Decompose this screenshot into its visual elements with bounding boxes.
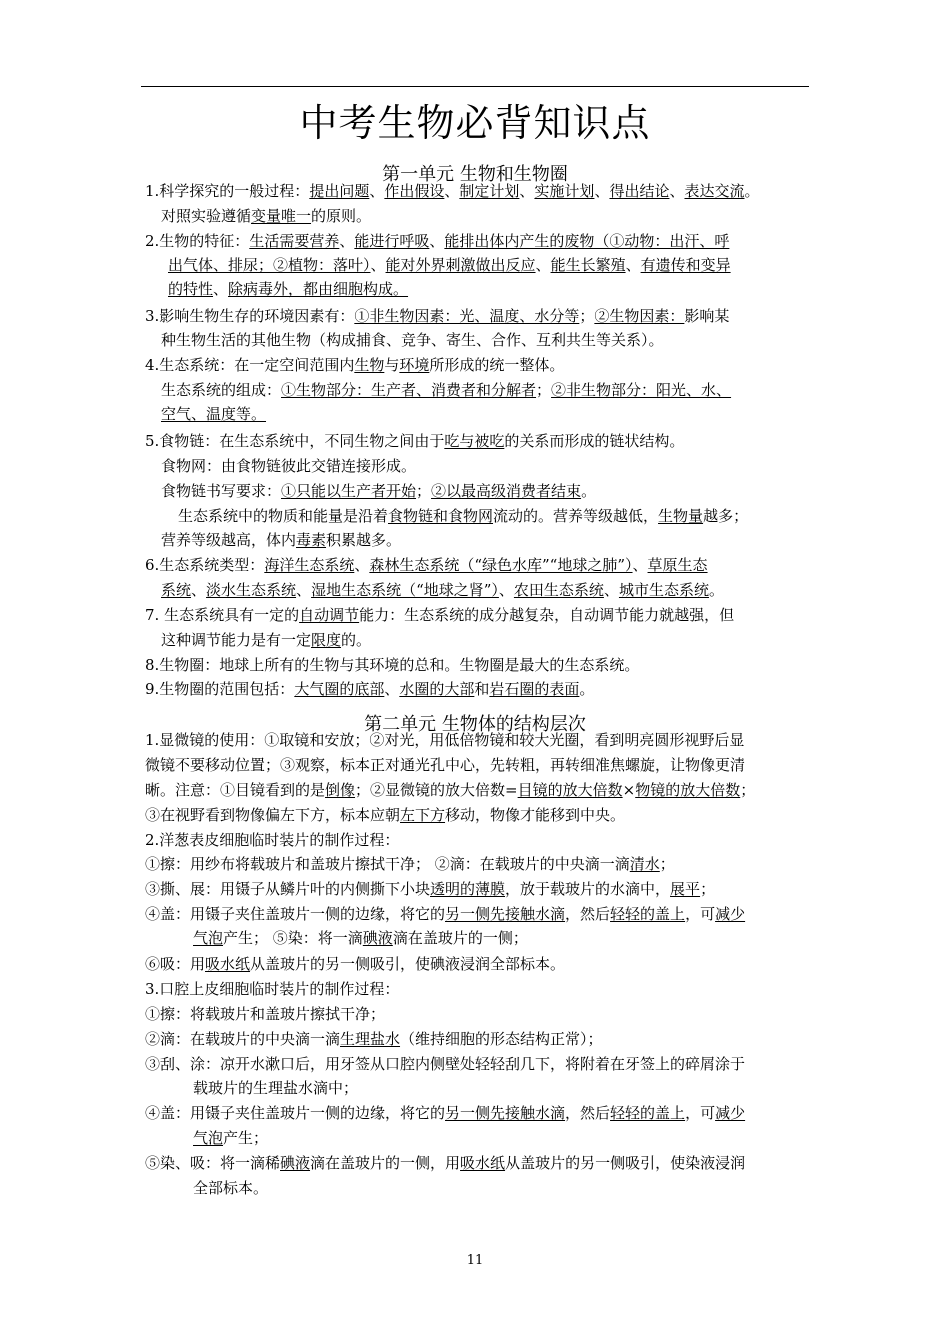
text-line <box>145 677 594 701</box>
text-segment: 对照实验遵循 <box>161 207 252 225</box>
underlined-term: 减少 <box>715 1104 746 1122</box>
underlined-term: 变量唯一 <box>251 207 312 225</box>
underlined-term: 提出问题 <box>309 182 370 200</box>
underlined-term: 作出假设 <box>384 182 445 200</box>
text-segment: 。 <box>744 182 760 200</box>
text-segment: 种生物生活的其他生物（构成捕食、竞争、寄生、合作、互利共生等关系）。 <box>161 331 664 349</box>
underlined-term: 有遗传和变异 <box>640 256 731 274</box>
text-segment: 、 <box>339 232 355 250</box>
underlined-term: 除病毒外，都由细胞构成。 <box>228 280 409 298</box>
text-segment: 、 <box>519 182 535 200</box>
text-line <box>161 454 416 478</box>
underlined-term: 出气体、排尿；②植物：落叶） <box>168 256 371 274</box>
text-segment: 2.洋葱表皮细胞临时装片的制作过程： <box>145 831 400 849</box>
text-segment: 的关系而形成的链状结构。 <box>504 432 685 450</box>
underlined-term: ①只能以生产者开始 <box>281 482 417 500</box>
underlined-term: 减少 <box>715 905 746 923</box>
text-segment: ； <box>579 307 595 325</box>
text-line <box>161 378 731 402</box>
text-segment: 和 <box>474 680 490 698</box>
text-segment: 3.口腔上皮细胞临时装片的制作过程： <box>145 980 400 998</box>
underlined-term: 草原生态 <box>647 556 708 574</box>
text-segment: ； <box>700 880 716 898</box>
text-segment: 、 <box>603 581 619 599</box>
text-line <box>145 952 565 976</box>
text-segment: 移动，物像才能移到中央。 <box>445 806 626 824</box>
text-segment: 、 <box>296 581 312 599</box>
underlined-term: 淡水生态系统 <box>206 581 297 599</box>
text-segment: 与 <box>384 356 400 374</box>
text-segment: 6.生态系统类型： <box>145 556 265 574</box>
unit-1-heading: 第一单元 生物和生物圈 <box>382 164 568 185</box>
underlined-term: 城市生态系统 <box>618 581 709 599</box>
text-segment: 、 <box>632 556 648 574</box>
text-segment: ； <box>740 781 756 799</box>
text-line <box>145 828 399 852</box>
text-segment: 、 <box>535 256 551 274</box>
text-segment: 、 <box>213 280 229 298</box>
text-segment: 积累越多。 <box>326 531 402 549</box>
underlined-term: 气泡 <box>193 929 224 947</box>
underlined-term: 物镜的放大倍数 <box>635 781 741 799</box>
underlined-term: 农田生态系统 <box>513 581 604 599</box>
underlined-term: 能进行呼吸 <box>354 232 430 250</box>
text-line <box>161 528 401 552</box>
underlined-term: 透明的薄膜 <box>430 880 506 898</box>
text-line <box>145 304 729 328</box>
underlined-term: 生物量 <box>658 507 704 525</box>
text-line <box>145 353 564 377</box>
text-segment: 所形成的统一整体。 <box>429 356 565 374</box>
text-segment: 微镜不要移动位置；③观察，标本正对通光孔中心，先转粗，再转细准焦螺旋，让物像更清 <box>145 756 746 774</box>
text-segment: ①擦：用纱布将载玻片和盖玻片擦拭干净； ②滴：在载玻片的中央滴一滴 <box>145 855 630 873</box>
text-line <box>145 1002 385 1026</box>
text-segment: 。 <box>581 482 597 500</box>
text-segment: ③刮、涂：凉开水漱口后，用牙签从口腔内侧壁处轻轻刮几下，将附着在牙签上的碎屑涂于 <box>145 1055 746 1073</box>
text-segment: 、 <box>369 182 385 200</box>
underlined-term: 目镜的放大倍数 <box>517 781 623 799</box>
underlined-term: ②非生物部分：阳光、水、 <box>551 381 732 399</box>
text-line <box>145 852 675 876</box>
text-segment: 流动的。营养等级越低， <box>493 507 659 525</box>
underlined-term: 制定计划 <box>459 182 520 200</box>
text-segment: 营养等级越高，体内 <box>161 531 297 549</box>
text-segment: 、 <box>625 256 641 274</box>
text-segment: 、 <box>354 556 370 574</box>
underlined-term: 森林生态系统（“绿色水库”“地球之肺”） <box>369 556 633 574</box>
text-segment: 8.生物圈：地球上所有的生物与其环境的总和。生物圈是最大的生态系统。 <box>145 656 640 674</box>
underlined-term: 倒像 <box>325 781 356 799</box>
underlined-term: 吃与被吃 <box>444 432 505 450</box>
text-segment: 5.食物链：在生态系统中，不同生物之间由于 <box>145 432 445 450</box>
text-segment: 、 <box>370 256 386 274</box>
text-segment: 、 <box>498 581 514 599</box>
text-segment: ④盖：用镊子夹住盖玻片一侧的边缘，将它的 <box>145 1104 446 1122</box>
underlined-term: 系统 <box>161 581 192 599</box>
text-segment: 生态系统中的物质和能量是沿着 <box>178 507 389 525</box>
underlined-term: 生活需要营养 <box>249 232 340 250</box>
text-line <box>161 402 266 426</box>
page-number: 11 <box>466 1253 484 1268</box>
underlined-term: 得出结论 <box>609 182 670 200</box>
text-segment: ； <box>536 381 552 399</box>
text-segment: ，然后 <box>565 905 611 923</box>
underlined-term: 能排出体内产生的废物（①动物：出汗、呼 <box>444 232 730 250</box>
underlined-term: 空气、温度等。 <box>161 405 267 423</box>
text-line <box>145 1027 603 1051</box>
text-line <box>161 328 664 352</box>
text-segment: 。 <box>708 581 724 599</box>
underlined-term: 吸水纸 <box>205 955 251 973</box>
underlined-term: 环境 <box>399 356 430 374</box>
text-line <box>168 277 408 301</box>
text-segment: 从盖玻片的另一侧吸引，使染液浸润 <box>505 1154 746 1172</box>
text-segment: 生态系统的组成： <box>161 381 282 399</box>
text-segment: ③撕、展：用镊子从鳞片叶的内侧撕下小块 <box>145 880 431 898</box>
underlined-term: 大气圈的底部 <box>294 680 385 698</box>
underlined-term: 水圈的大部 <box>399 680 475 698</box>
text-segment: 食物链书写要求： <box>161 482 282 500</box>
text-line <box>145 753 745 777</box>
text-segment: ⑤染、吸：将一滴稀 <box>145 1154 281 1172</box>
text-line <box>193 1176 268 1200</box>
text-segment: 、 <box>669 182 685 200</box>
text-line <box>145 553 708 577</box>
text-segment: 能力：生态系统的成分越复杂，自动调节能力就越强，但 <box>359 606 735 624</box>
underlined-term: 碘液 <box>362 929 393 947</box>
text-line <box>145 902 745 926</box>
text-line <box>145 1101 745 1125</box>
text-segment: 晰。注意：①目镜看到的是 <box>145 781 326 799</box>
underlined-term: 吸水纸 <box>460 1154 506 1172</box>
text-line <box>178 504 748 528</box>
text-segment: 越多； <box>703 507 749 525</box>
underlined-term: 碘液 <box>280 1154 311 1172</box>
text-segment: ⑥吸：用 <box>145 955 206 973</box>
text-segment: ；②显微镜的放大倍数= <box>355 781 518 799</box>
text-segment: 4.生态系统：在一定空间范围内 <box>145 356 355 374</box>
text-line <box>145 653 639 677</box>
text-line <box>145 778 755 802</box>
underlined-term: 的特性 <box>168 280 214 298</box>
text-segment: 、 <box>444 182 460 200</box>
text-segment: ③在视野看到物像偏左下方，标本应朝 <box>145 806 401 824</box>
text-line <box>145 877 715 901</box>
text-segment: 的原则。 <box>311 207 372 225</box>
text-segment: （维持细胞的形态结构正常）； <box>400 1030 603 1048</box>
text-segment: 1.科学探究的一般过程： <box>145 182 310 200</box>
text-segment: 从盖玻片的另一侧吸引，使碘液浸润全部标本。 <box>250 955 566 973</box>
text-segment: ，放于载玻片的水滴中， <box>505 880 671 898</box>
text-line <box>193 926 528 950</box>
text-line <box>145 1151 745 1175</box>
text-segment: ①擦：将载玻片和盖玻片擦拭干净； <box>145 1005 386 1023</box>
text-line <box>161 578 724 602</box>
underlined-term: 食物链和食物网 <box>388 507 494 525</box>
text-line <box>168 253 731 277</box>
text-segment: ，可 <box>685 1104 716 1122</box>
text-segment: 。 <box>579 680 595 698</box>
text-segment: ，可 <box>685 905 716 923</box>
underlined-term: 毒素 <box>296 531 327 549</box>
text-segment: 9.生物圈的范围包括： <box>145 680 295 698</box>
text-segment: 1.显微镜的使用：①取镜和安放；②对光，用低倍物镜和较大光圈，看到明亮圆形视野后显 <box>145 731 745 749</box>
header-rule <box>141 86 809 87</box>
text-segment: 7. 生态系统具有一定的 <box>145 606 300 624</box>
underlined-term: 左下方 <box>400 806 446 824</box>
underlined-term: ①生物部分：生产者、消费者和分解者 <box>281 381 537 399</box>
text-segment: 这种调节能力是有一定 <box>161 631 312 649</box>
text-segment: 载玻片的生理盐水滴中； <box>193 1079 359 1097</box>
text-segment: ④盖：用镊子夹住盖玻片一侧的边缘，将它的 <box>145 905 446 923</box>
underlined-term: 实施计划 <box>534 182 595 200</box>
text-segment: ，然后 <box>565 1104 611 1122</box>
text-line <box>193 1126 268 1150</box>
underlined-term: 生物 <box>354 356 385 374</box>
text-line <box>161 479 596 503</box>
underlined-term: ②生物因素： <box>594 307 685 325</box>
text-segment: 全部标本。 <box>193 1179 269 1197</box>
text-line <box>145 728 744 752</box>
underlined-term: 展平 <box>670 880 701 898</box>
text-segment: 滴在盖玻片的一侧； <box>392 929 528 947</box>
text-line <box>145 603 734 627</box>
text-segment: 2.生物的特征： <box>145 232 250 250</box>
text-line <box>161 204 371 228</box>
unit-2-heading: 第二单元 生物体的结构层次 <box>364 714 586 735</box>
text-segment: 、 <box>429 232 445 250</box>
underlined-term: 轻轻的盖上 <box>610 905 686 923</box>
underlined-term: 生理盐水 <box>340 1030 401 1048</box>
underlined-term: ①非生物因素：光、温度、水分等 <box>354 307 580 325</box>
text-segment: ； <box>659 855 675 873</box>
underlined-term: 海洋生态系统 <box>264 556 355 574</box>
underlined-term: 能对外界刺激做出反应 <box>385 256 536 274</box>
text-line <box>145 803 625 827</box>
text-segment: ②滴：在载玻片的中央滴一滴 <box>145 1030 341 1048</box>
text-segment: 食物网：由食物链彼此交错连接形成。 <box>161 457 417 475</box>
underlined-term: 岩石圈的表面 <box>489 680 580 698</box>
underlined-term: ②以最高级消费者结束 <box>431 482 582 500</box>
text-segment: 影响某 <box>684 307 730 325</box>
text-line <box>145 179 760 203</box>
text-segment: 、 <box>384 680 400 698</box>
underlined-term: 另一侧先接触水滴 <box>445 905 566 923</box>
text-segment: 滴在盖玻片的一侧，用 <box>310 1154 461 1172</box>
text-segment: 产生； ⑤染：将一滴 <box>223 929 363 947</box>
underlined-term: 另一侧先接触水滴 <box>445 1104 566 1122</box>
underlined-term: 限度 <box>311 631 342 649</box>
underlined-term: 轻轻的盖上 <box>610 1104 686 1122</box>
text-segment: 、 <box>191 581 207 599</box>
text-line <box>193 1076 358 1100</box>
underlined-term: 表达交流 <box>684 182 745 200</box>
text-line <box>145 429 684 453</box>
page-title: 中考生物必背知识点 <box>299 101 651 145</box>
underlined-term: 气泡 <box>193 1129 224 1147</box>
text-line <box>161 628 371 652</box>
text-segment: 、 <box>594 182 610 200</box>
underlined-term: 湿地生态系统（“地球之肾”） <box>311 581 499 599</box>
underlined-term: 能生长繁殖 <box>550 256 626 274</box>
underlined-term: 自动调节 <box>299 606 360 624</box>
underlined-term: 清水 <box>629 855 660 873</box>
text-segment: 3.影响生物生存的环境因素有： <box>145 307 355 325</box>
text-segment: 的。 <box>341 631 372 649</box>
text-line <box>145 229 729 253</box>
text-segment: ； <box>416 482 432 500</box>
text-segment: × <box>622 781 636 799</box>
text-segment: 产生； <box>223 1129 269 1147</box>
text-line <box>145 1052 745 1076</box>
text-line <box>145 977 399 1001</box>
